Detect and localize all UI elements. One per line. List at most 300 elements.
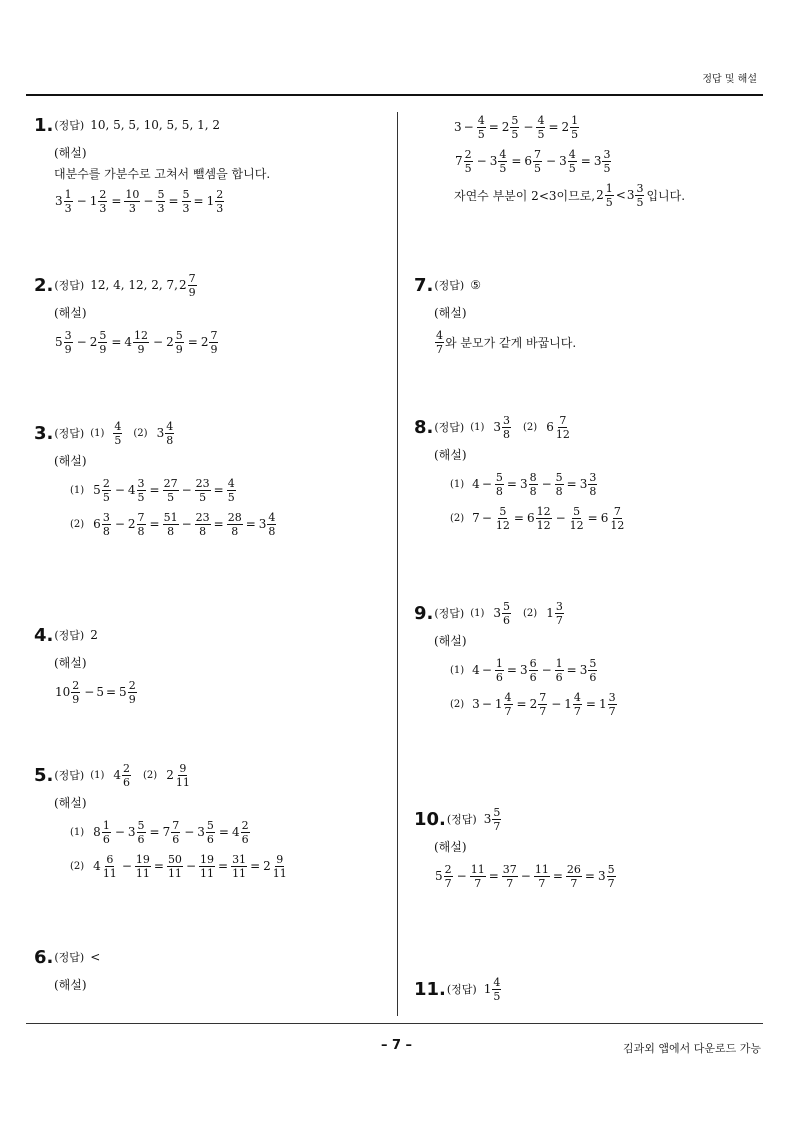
fraction: [137, 819, 146, 846]
equation: [450, 501, 627, 535]
operator: =: [587, 511, 598, 525]
whole-part: 4: [127, 483, 136, 497]
explain-label: (해설): [434, 448, 467, 462]
denominator: 5: [571, 127, 579, 141]
numerator: 37: [502, 862, 517, 876]
text-run: <: [615, 188, 626, 202]
numerator: 5: [495, 470, 503, 484]
mixed-number: [493, 600, 512, 627]
equation: [70, 815, 290, 849]
operator: −: [76, 194, 87, 208]
operator: =: [149, 825, 160, 839]
problem-number: 7.: [414, 274, 434, 296]
denominator: 5: [493, 989, 501, 1003]
mixed-number: [599, 691, 618, 718]
numerator: 5: [175, 328, 183, 342]
mixed-number: [128, 477, 147, 504]
denominator: 8: [589, 484, 597, 498]
whole-part: 3: [493, 606, 502, 620]
equation: [450, 467, 627, 501]
denominator: 5: [568, 161, 576, 175]
problem-p4: [34, 622, 139, 709]
problem-p6cont: [434, 110, 685, 212]
whole-part: 6: [526, 511, 535, 525]
denominator: 5: [114, 433, 122, 447]
text-run: 4: [472, 477, 480, 491]
fraction: [573, 691, 582, 718]
fraction: [156, 188, 165, 215]
numerator: 2: [102, 476, 110, 490]
mixed-number: [598, 863, 617, 890]
fraction: [102, 819, 111, 846]
mixed-number: [495, 691, 514, 718]
fraction: [163, 477, 179, 504]
whole-part: 2: [263, 859, 271, 873]
denominator: 12: [610, 518, 625, 532]
explain-text: 대분수를 가분수로 고쳐서 뺄셈을 합니다.: [54, 167, 271, 181]
operator: =: [213, 517, 224, 531]
subproblem-label: (2): [70, 860, 85, 872]
fraction: [495, 471, 504, 498]
denominator: 8: [231, 524, 239, 538]
mixed-number: [596, 182, 615, 209]
numerator: 2: [464, 147, 472, 161]
operator: −: [184, 825, 195, 839]
denominator: 3: [216, 201, 224, 215]
whole-part: 2: [166, 768, 174, 782]
operator: =: [516, 697, 527, 711]
operator: =: [149, 517, 160, 531]
numerator: 27: [163, 476, 178, 490]
denominator: 9: [175, 342, 183, 356]
denominator: 7: [474, 876, 482, 890]
fraction: [536, 114, 545, 141]
operator: =: [488, 869, 499, 883]
explain-label: (해설): [54, 146, 87, 160]
operator: =: [506, 663, 517, 677]
mixed-number: [163, 819, 182, 846]
numerator: 1: [495, 656, 503, 670]
fraction: [163, 511, 179, 538]
operator: =: [552, 869, 563, 883]
operator: =: [506, 477, 517, 491]
numerator: 7: [188, 271, 196, 285]
whole-part: 3: [258, 517, 267, 531]
numerator: 5: [182, 187, 190, 201]
fraction: [464, 148, 473, 175]
whole-part: 3: [579, 663, 588, 677]
denominator: 11: [167, 866, 182, 880]
denominator: 7: [444, 876, 452, 890]
mixed-number: [119, 679, 138, 706]
answer-tag: (정답): [434, 279, 465, 292]
mixed-number: [493, 414, 512, 441]
whole-part: 1: [598, 697, 607, 711]
operator: −: [143, 194, 154, 208]
answer-tag: (정답): [54, 629, 85, 642]
numerator: 1: [571, 113, 579, 127]
denominator: 8: [199, 524, 207, 538]
denominator: 9: [72, 692, 80, 706]
whole-part: 3: [559, 154, 567, 168]
operator: −: [546, 154, 557, 168]
mixed-number: [197, 819, 216, 846]
denominator: 7: [506, 876, 514, 890]
fraction: [195, 477, 211, 504]
fraction: [588, 657, 597, 684]
whole-part: 3: [626, 188, 635, 202]
text-run: 5: [96, 685, 104, 699]
denominator: 5: [102, 490, 110, 504]
denominator: 3: [128, 201, 136, 215]
fraction: [227, 511, 243, 538]
whole-part: 3: [55, 194, 63, 208]
numerator: 4: [573, 690, 581, 704]
whole-part: 4: [113, 768, 122, 782]
numerator: 3: [636, 181, 644, 195]
subproblem-label: (2): [70, 518, 85, 530]
operator: =: [111, 194, 122, 208]
denominator: 6: [102, 832, 110, 846]
text-run: (1): [470, 421, 485, 433]
numerator: 5: [555, 470, 563, 484]
whole-part: 2: [529, 697, 538, 711]
problem-p2: [34, 272, 220, 359]
fraction: [435, 329, 444, 356]
whole-part: 3: [156, 426, 165, 440]
numerator: 5: [589, 656, 597, 670]
problem-p6: [34, 944, 100, 997]
whole-part: 6: [600, 511, 609, 525]
denominator: 6: [241, 832, 249, 846]
operator: −: [76, 335, 87, 349]
mixed-number: [530, 691, 549, 718]
fraction: [209, 329, 218, 356]
mixed-number: [484, 976, 503, 1003]
fraction: [635, 182, 644, 209]
text-run: <: [90, 950, 101, 964]
denominator: 7: [539, 704, 547, 718]
denominator: 3: [182, 201, 190, 215]
operator: =: [187, 335, 198, 349]
mixed-number: [128, 511, 147, 538]
column-divider: [397, 112, 398, 1016]
numerator: 19: [200, 852, 214, 866]
subproblem-label: (2): [450, 512, 465, 524]
whole-part: 3: [493, 420, 502, 434]
answer-line: [414, 272, 576, 298]
mixed-number: [559, 148, 578, 175]
denominator: 7: [436, 342, 443, 356]
text-run: 자연수 부분이 2<3이므로,: [454, 188, 596, 203]
mixed-number: [113, 762, 132, 789]
denominator: 6: [503, 613, 511, 627]
whole-part: 10: [55, 685, 71, 699]
denominator: 3: [64, 201, 72, 215]
denominator: 9: [210, 342, 218, 356]
answer-tag: (정답): [54, 119, 85, 132]
numerator: 3: [64, 328, 72, 342]
operator: −: [481, 663, 492, 677]
denominator: 3: [157, 201, 165, 215]
operator: =: [585, 697, 596, 711]
whole-part: 2: [179, 278, 187, 292]
numerator: 3: [503, 413, 511, 427]
problem-p10: [414, 806, 618, 893]
operator: =: [245, 517, 256, 531]
explain-label: (해설): [434, 840, 467, 854]
whole-part: 3: [197, 825, 205, 839]
mixed-number: [93, 477, 112, 504]
equation: [54, 325, 220, 359]
numerator: 5: [511, 113, 519, 127]
numerator: 4: [268, 510, 276, 524]
answer-line: [34, 272, 220, 298]
numerator: 1: [555, 656, 563, 670]
numerator: 5: [157, 187, 165, 201]
whole-part: 2: [89, 335, 98, 349]
subproblem-label: (1): [70, 826, 85, 838]
fraction: [215, 188, 224, 215]
fraction: [504, 691, 513, 718]
denominator: 6: [555, 670, 563, 684]
mixed-number: [601, 505, 627, 532]
text-run: 3: [454, 120, 462, 134]
numerator: 31: [232, 852, 247, 866]
equation: [70, 849, 290, 883]
mixed-number: [546, 600, 565, 627]
header-title: 정답 및 해설: [702, 74, 757, 85]
numerator: 28: [227, 510, 242, 524]
fraction: [195, 511, 211, 538]
text-run: 7: [472, 511, 480, 525]
fraction: [566, 863, 582, 890]
numerator: 5: [137, 818, 145, 832]
numerator: 3: [589, 470, 597, 484]
answer-line: [414, 976, 503, 1002]
equation: [54, 675, 139, 709]
fraction: [64, 329, 73, 356]
denominator: 12: [495, 518, 510, 532]
subproblem-label: (2): [450, 698, 465, 710]
numerator: 5: [493, 805, 501, 819]
text-run: 4: [472, 663, 480, 677]
operator: =: [111, 335, 122, 349]
whole-part: 2: [561, 120, 570, 134]
denominator: 6: [529, 670, 537, 684]
equation: [434, 325, 576, 359]
whole-part: 1: [546, 606, 554, 620]
subproblem-label: (1): [450, 478, 465, 490]
numerator: 9: [276, 852, 284, 866]
denominator: 7: [555, 613, 563, 627]
mixed-number: [259, 511, 278, 538]
mixed-number: [166, 329, 185, 356]
operator: =: [168, 194, 179, 208]
fraction: [98, 329, 107, 356]
equation: [70, 473, 278, 507]
operator: −: [121, 859, 132, 873]
mixed-number: [124, 329, 150, 356]
whole-part: 4: [93, 859, 101, 873]
fraction: [498, 148, 507, 175]
operator: −: [84, 685, 95, 699]
fraction: [568, 148, 577, 175]
explain-label: (해설): [54, 454, 87, 468]
fraction: [102, 853, 118, 880]
denominator: 8: [167, 524, 175, 538]
whole-part: 3: [489, 154, 498, 168]
operator: −: [114, 483, 125, 497]
operator: −: [476, 154, 487, 168]
explain-label: (해설): [434, 634, 467, 648]
problem-p11: [414, 976, 503, 1002]
operator: =: [153, 859, 164, 873]
whole-part: 3: [593, 154, 602, 168]
denominator: 12: [569, 518, 584, 532]
fraction: [188, 272, 197, 299]
denominator: 8: [503, 427, 511, 441]
numerator: 7: [613, 504, 621, 518]
denominator: 7: [573, 704, 581, 718]
equation: [70, 507, 278, 541]
mixed-number: [263, 853, 289, 880]
explain-label: (해설): [54, 306, 87, 320]
whole-part: 3: [519, 663, 528, 677]
denominator: 5: [499, 161, 507, 175]
mixed-number: [157, 420, 176, 447]
answer-line: [34, 112, 270, 138]
denominator: 8: [555, 484, 563, 498]
denominator: 6: [495, 670, 503, 684]
numerator: 12: [536, 504, 551, 518]
explain-label: (해설): [54, 796, 87, 810]
numerator: 7: [534, 147, 542, 161]
fraction: [555, 471, 564, 498]
denominator: 8: [166, 433, 174, 447]
numerator: 7: [559, 413, 567, 427]
operator: −: [463, 120, 474, 134]
numerator: 26: [566, 862, 581, 876]
operator: =: [566, 663, 577, 677]
numerator: 5: [99, 328, 107, 342]
mixed-number: [179, 272, 198, 299]
denominator: 6: [123, 775, 131, 789]
fraction: [536, 505, 552, 532]
answer-tag: (정답): [434, 607, 465, 620]
denominator: 5: [636, 195, 644, 209]
fraction: [555, 414, 571, 441]
fraction: [492, 976, 501, 1003]
denominator: 12: [555, 427, 570, 441]
denominator: 8: [268, 524, 276, 538]
mixed-number: [627, 182, 646, 209]
explain-label: (해설): [54, 656, 87, 670]
numerator: 7: [137, 510, 145, 524]
whole-part: 7: [455, 154, 463, 168]
problem-p5: [34, 762, 290, 883]
mixed-number: [594, 148, 613, 175]
fraction: [444, 863, 453, 890]
equation: [450, 653, 619, 687]
header-rule: [26, 94, 763, 96]
whole-part: 2: [501, 120, 510, 134]
problem-number: 8.: [414, 416, 434, 438]
fraction: [477, 114, 486, 141]
whole-part: 3: [579, 477, 588, 491]
numerator: 5: [206, 818, 214, 832]
fraction: [588, 471, 597, 498]
whole-part: 8: [93, 825, 101, 839]
fraction: [272, 853, 288, 880]
operator: −: [555, 511, 566, 525]
whole-part: 1: [89, 194, 98, 208]
whole-part: 1: [494, 697, 503, 711]
fraction: [102, 477, 111, 504]
whole-part: 2: [166, 335, 174, 349]
operator: −: [114, 825, 125, 839]
text-run: (2): [523, 421, 538, 433]
operator: −: [181, 483, 192, 497]
answer-tag: (정답): [54, 427, 85, 440]
operator: −: [456, 869, 467, 883]
numerator: 8: [529, 470, 537, 484]
numerator: 4: [504, 690, 512, 704]
denominator: 6: [172, 832, 180, 846]
denominator: 5: [603, 161, 611, 175]
numerator: 6: [529, 656, 537, 670]
mixed-number: [128, 819, 147, 846]
text-run: (2): [523, 607, 538, 619]
text-run: (1): [90, 427, 105, 439]
mixed-number: [484, 806, 503, 833]
answer-tag: (정답): [446, 983, 477, 996]
mixed-number: [232, 819, 251, 846]
fraction: [113, 420, 122, 447]
mixed-number: [55, 329, 74, 356]
whole-part: 5: [435, 869, 443, 883]
denominator: 11: [135, 866, 150, 880]
mixed-number: [520, 471, 539, 498]
answer-line: [34, 944, 100, 970]
whole-part: 3: [597, 869, 606, 883]
problem-p9: [414, 600, 619, 721]
numerator: 5: [573, 504, 581, 518]
operator: −: [520, 869, 531, 883]
answer-tag: (정답): [54, 279, 85, 292]
denominator: 9: [64, 342, 72, 356]
operator: −: [551, 697, 562, 711]
fraction: [231, 853, 247, 880]
operator: −: [153, 335, 164, 349]
operator: −: [481, 477, 492, 491]
numerator: 3: [603, 147, 611, 161]
denominator: 5: [537, 127, 545, 141]
operator: =: [513, 511, 524, 525]
fraction: [470, 863, 486, 890]
operator: −: [481, 697, 492, 711]
denominator: 7: [608, 704, 616, 718]
problem-p7: [414, 272, 576, 359]
fraction: [133, 329, 149, 356]
page-number: – 7 –: [380, 1038, 413, 1053]
fraction: [199, 853, 215, 880]
numerator: 23: [195, 476, 210, 490]
operator: =: [218, 825, 229, 839]
whole-part: 2: [127, 517, 136, 531]
answer-line: [34, 420, 278, 446]
whole-part: 2: [596, 188, 604, 202]
